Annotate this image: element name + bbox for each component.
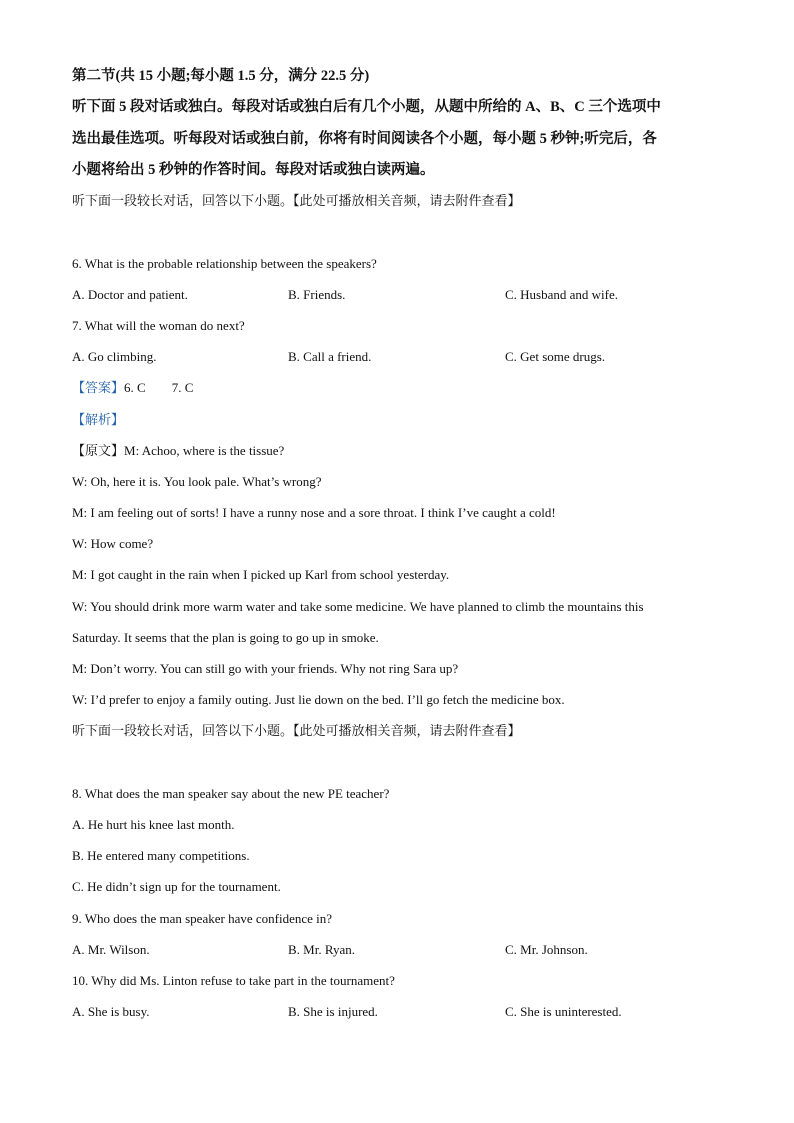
- q6-option-a: A. Doctor and patient.: [72, 287, 188, 302]
- question-6: 6. What is the probable relationship between the speakers?: [72, 256, 377, 271]
- q8-option-c: C. He didn’t sign up for the tournament.: [72, 879, 281, 894]
- transcript-line-6: W: You should drink more warm water and take some medicine. We have planned to climb the mountains this: [72, 599, 644, 614]
- q6-option-c: C. Husband and wife.: [505, 287, 619, 302]
- original-text-label: 【原文】: [72, 443, 125, 458]
- section-title: 第二节(共 15 小题;每小题 1.5 分，满分 22.5 分): [72, 68, 370, 84]
- transcript-line-3: M: I am feeling out of sorts! I have a runny nose and a sore throat. I think I’ve caught a cold!: [72, 505, 556, 520]
- dialogue-intro-2: 听下面一段较长对话，回答以下小题。【此处可播放相关音频，请去附件查看】: [72, 723, 521, 738]
- transcript-line-7: Saturday. It seems that the plan is going to go up in smoke.: [72, 630, 379, 645]
- transcript-line-4: W: How come?: [72, 536, 154, 551]
- question-10: 10. Why did Ms. Linton refuse to take part in the tournament?: [72, 973, 395, 988]
- q9-option-c: C. Mr. Johnson.: [505, 942, 588, 957]
- analysis-label: 【解析】: [72, 412, 125, 427]
- instructions-line-2: 选出最佳选项。听每段对话或独白前，你将有时间阅读各个小题，每小题 5 秒钟;听完后，各: [72, 131, 657, 147]
- q7-option-a: A. Go climbing.: [72, 349, 157, 364]
- q10-option-b: B. She is injured.: [288, 1004, 378, 1019]
- q10-option-a: A. She is busy.: [72, 1004, 150, 1019]
- instructions-line-1: 听下面 5 段对话或独白。每段对话或独白后有几个小题，从题中所给的 A、B、C 三个选项中: [72, 99, 661, 115]
- transcript-line-2: W: Oh, here it is. You look pale. What’s wrong?: [72, 474, 322, 489]
- question-9: 9. Who does the man speaker have confidence in?: [72, 911, 333, 926]
- answer-line: [72, 379, 193, 397]
- answer-label: 【答案】: [72, 380, 125, 395]
- q10-option-c: C. She is uninterested.: [505, 1004, 622, 1019]
- dialogue-intro-1: 听下面一段较长对话，回答以下小题。【此处可播放相关音频，请去附件查看】: [72, 193, 521, 208]
- q8-option-a: A. He hurt his knee last month.: [72, 817, 235, 832]
- q6-option-b: B. Friends.: [288, 287, 346, 302]
- q9-option-a: A. Mr. Wilson.: [72, 942, 150, 957]
- transcript-line-9: W: I’d prefer to enjoy a family outing. Just lie down on the bed. I’ll go fetch the medicine box.: [72, 692, 565, 707]
- transcript-line-8: M: Don’t worry. You can still go with your friends. Why not ring Sara up?: [72, 661, 459, 676]
- question-8: 8. What does the man speaker say about the new PE teacher?: [72, 786, 390, 801]
- transcript-text-1: M: Achoo, where is the tissue?: [124, 443, 285, 458]
- answer-6: 6. C: [124, 380, 146, 395]
- instructions-line-3: 小题将给出 5 秒钟的作答时间。每段对话或独白读两遍。: [72, 162, 435, 178]
- answer-7: 7. C: [171, 380, 194, 395]
- q7-option-c: C. Get some drugs.: [505, 349, 606, 364]
- q9-option-b: B. Mr. Ryan.: [288, 942, 356, 957]
- q8-option-b: B. He entered many competitions.: [72, 848, 250, 863]
- q7-option-b: B. Call a friend.: [288, 349, 372, 364]
- question-7: 7. What will the woman do next?: [72, 318, 245, 333]
- transcript-line-5: M: I got caught in the rain when I picked up Karl from school yesterday.: [72, 567, 450, 582]
- transcript-line-1: [72, 442, 284, 460]
